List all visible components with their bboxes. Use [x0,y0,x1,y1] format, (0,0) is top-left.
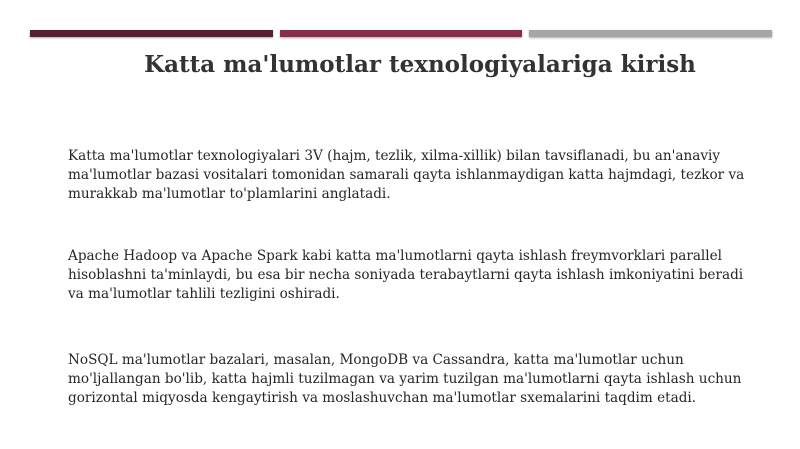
header-bar-maroon [30,30,273,37]
slide-title: Katta ma'lumotlar texnologiyalariga kirish [144,51,696,78]
header-bar-magenta [280,30,523,37]
paragraph-frameworks: Apache Hadoop va Apache Spark kabi katta ma'lumotlarni qayta ishlash freymvorklari parallel hisoblashni ta'minlaydi, bu esa bir necha soniyada terabaytlarni qayta ishlash imkoniyatini beradi va ma'lumotlar tahlili tezligini oshiradi. [68,248,744,302]
decorative-header-bars [30,30,772,37]
paragraph-3v: Katta ma'lumotlar texnologiyalari 3V (hajm, tezlik, xilma-xillik) bilan tavsiflanadi, bu an'anaviy ma'lumotlar bazasi vositalari tomonidan samarali qayta ishlanmaydigan katta hajmdagi, tezkor va murakkab ma'lumotlar to'plamlarini anglatadi. [68,148,745,202]
paragraph-nosql: NoSQL ma'lumotlar bazalari, masalan, MongoDB va Cassandra, katta ma'lumotlar uchun mo'ljallangan bo'lib, katta hajmli tuzilmagan va yarim tuzilgan ma'lumotlarni qayta ishlash uchun gorizontal miqyosda kengaytirish va moslashuvchan ma'lumotlar sxemalarini taqdim etadi. [68,352,742,406]
header-bar-gray [529,30,772,37]
